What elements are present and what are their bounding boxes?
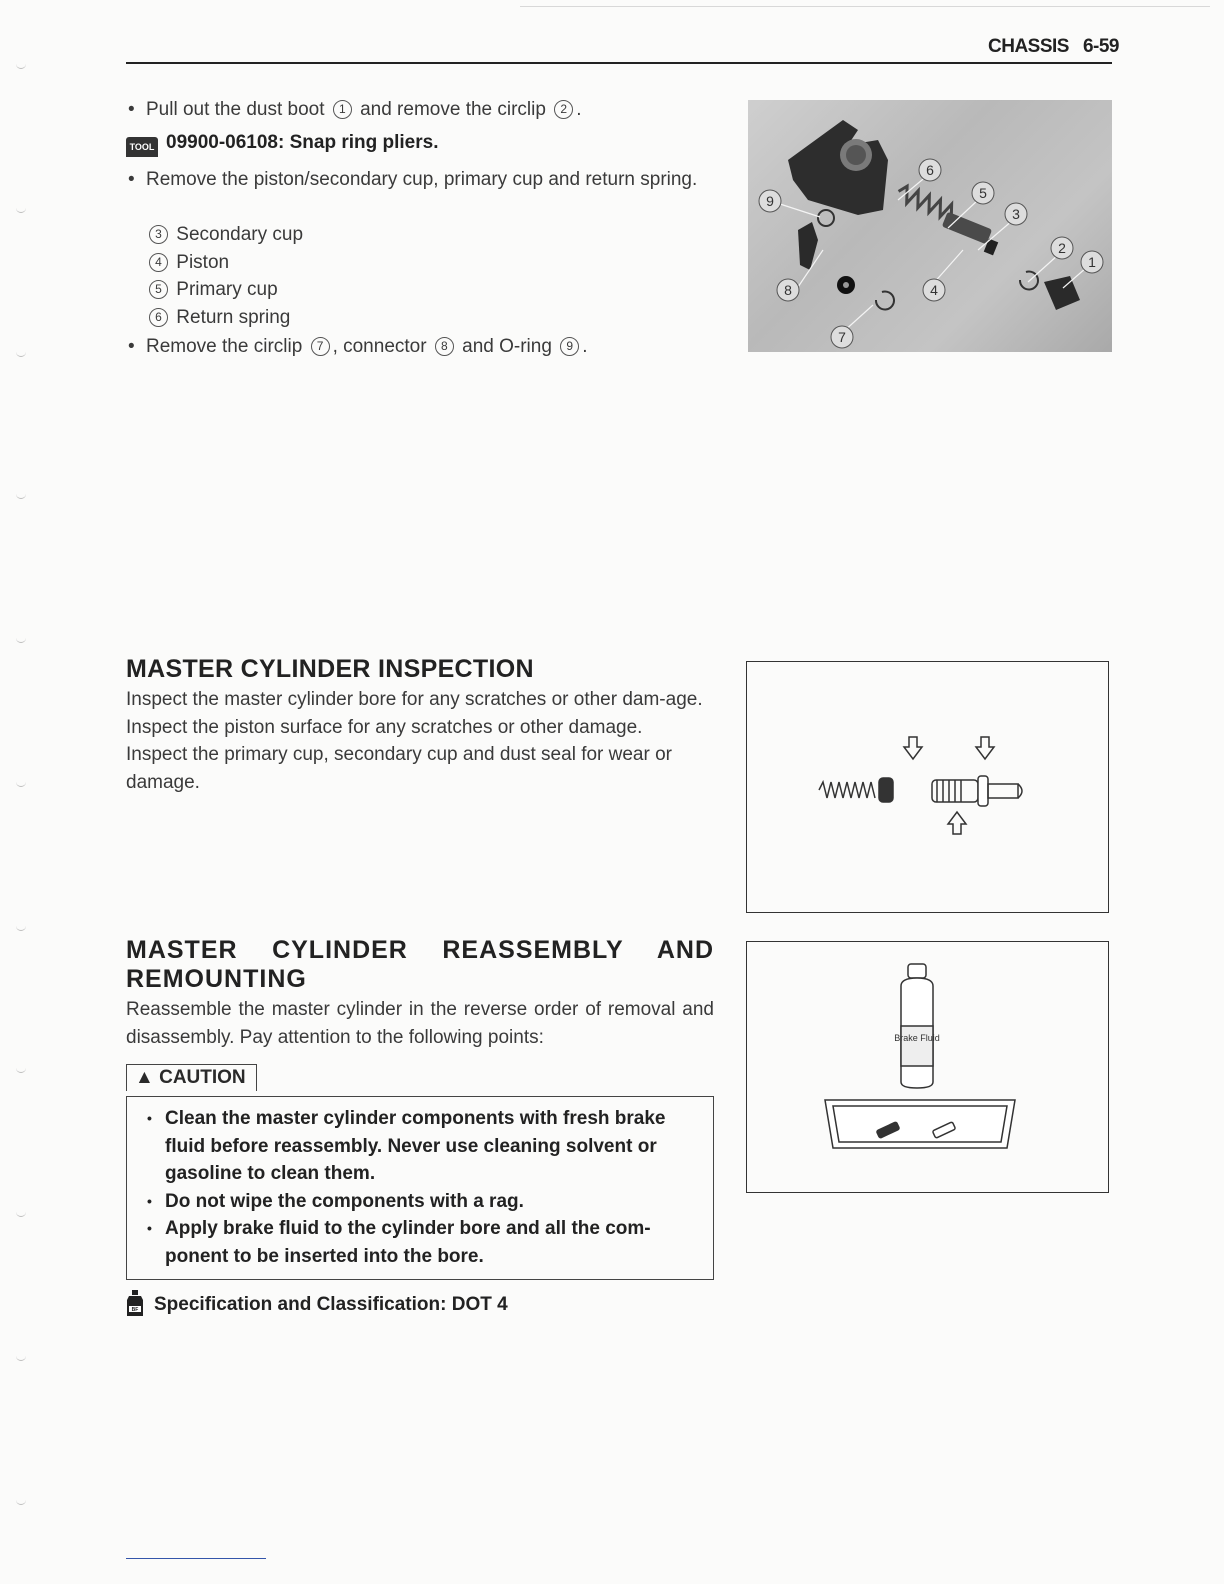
callout-4 <box>923 279 945 301</box>
margin-mark <box>16 494 26 499</box>
margin-mark <box>16 352 26 357</box>
section-name: CHASSIS <box>988 36 1069 57</box>
svg-text:9: 9 <box>766 193 774 209</box>
inspection-para: Inspect the master cylinder bore for any scratches or other dam-age. <box>126 689 703 710</box>
svg-text:6: 6 <box>926 162 934 178</box>
exploded-parts-drawing <box>748 100 1112 352</box>
margin-mark <box>16 1212 26 1217</box>
inspection-para: Inspect the piston surface for any scratches or other damage. <box>126 716 643 738</box>
caution-box <box>126 1096 714 1280</box>
svg-text:8: 8 <box>784 282 792 298</box>
margin-mark <box>16 1356 26 1361</box>
page-header <box>988 36 1119 58</box>
callout-9 <box>759 190 781 212</box>
warning-triangle-icon: ▲ <box>135 1067 154 1088</box>
reassembly-section <box>126 936 714 1051</box>
callout-1 <box>1081 251 1103 273</box>
margin-mark <box>16 208 26 213</box>
top-edge-line <box>520 6 1210 7</box>
callout-number: 1 <box>333 100 352 119</box>
callout-2 <box>1051 237 1073 259</box>
svg-text:4: 4 <box>930 282 938 298</box>
footer-rule <box>126 1558 266 1559</box>
parts-list <box>146 221 303 331</box>
brake-fluid-spec <box>126 1290 508 1316</box>
reassembly-title: MASTER CYLINDER REASSEMBLY AND REMOUNTING <box>126 936 714 993</box>
reassembly-intro: Reassemble the master cylinder in the reverse order of removal and disassembly. Pay attention to the following points: <box>126 999 714 1048</box>
bottle-and-tray-drawing <box>747 942 1108 1192</box>
tool-text: 09900-06108: Snap ring pliers. <box>166 132 439 153</box>
svg-text:1: 1 <box>1088 254 1096 270</box>
callout-8 <box>777 279 799 301</box>
margin-mark <box>16 782 26 787</box>
part-item: 5 Primary cup <box>146 276 303 304</box>
callout-number: 2 <box>554 100 573 119</box>
svg-text:2: 2 <box>1058 240 1066 256</box>
callout-7 <box>831 326 853 348</box>
margin-mark <box>16 926 26 931</box>
callout-6 <box>919 159 941 181</box>
header-rule <box>126 62 1112 64</box>
caution-item: • Clean the master cylinder components with fresh brake fluid before reassembly. Never use cleaning solvent or gasoline to clean them. <box>165 1105 697 1188</box>
exploded-parts-photo <box>748 100 1112 352</box>
spring-piston-drawing <box>747 662 1108 912</box>
brake-fluid-icon <box>126 1290 144 1316</box>
svg-text:BF: BF <box>131 1307 139 1313</box>
inspection-section <box>126 655 714 796</box>
brake-fluid-illustration <box>746 941 1109 1193</box>
part-item: 3 Secondary cup <box>146 221 303 249</box>
svg-text:7: 7 <box>838 329 846 345</box>
margin-mark <box>16 1068 26 1073</box>
caution-label: ▲ CAUTION <box>126 1064 257 1091</box>
svg-text:5: 5 <box>979 185 987 201</box>
caution-item: • Apply brake fluid to the cylinder bore and all the com-ponent to be inserted into the bore. <box>165 1215 697 1270</box>
step-remove-circlip: • Remove the circlip 7 , connector 8 and O-ring 9 . <box>146 333 587 361</box>
part-item: 4 Piston <box>146 249 303 277</box>
margin-mark <box>16 638 26 643</box>
special-tool-line <box>126 132 438 157</box>
spec-text: Specification and Classification: DOT 4 <box>154 1294 508 1315</box>
margin-mark <box>16 1500 26 1505</box>
inspection-title: MASTER CYLINDER INSPECTION <box>126 655 534 683</box>
svg-text:Brake Fluid: Brake Fluid <box>894 1033 940 1043</box>
step-dust-boot: • Pull out the dust boot 1 and remove the circlip 2 . <box>146 96 582 124</box>
part-item: 6 Return spring <box>146 304 303 332</box>
caution-item: • Do not wipe the components with a rag. <box>165 1188 697 1216</box>
margin-mark <box>16 64 26 69</box>
callout-5 <box>972 182 994 204</box>
callout-3 <box>1005 203 1027 225</box>
page-number: 6-59 <box>1082 36 1119 57</box>
step-remove-piston: • Remove the piston/secondary cup, primary cup and return spring. <box>146 166 714 194</box>
tool-icon: TOOL <box>126 137 158 157</box>
svg-text:3: 3 <box>1012 206 1020 222</box>
inspection-para: Inspect the primary cup, secondary cup and dust seal for wear or damage. <box>126 744 672 793</box>
inspection-illustration <box>746 661 1109 913</box>
